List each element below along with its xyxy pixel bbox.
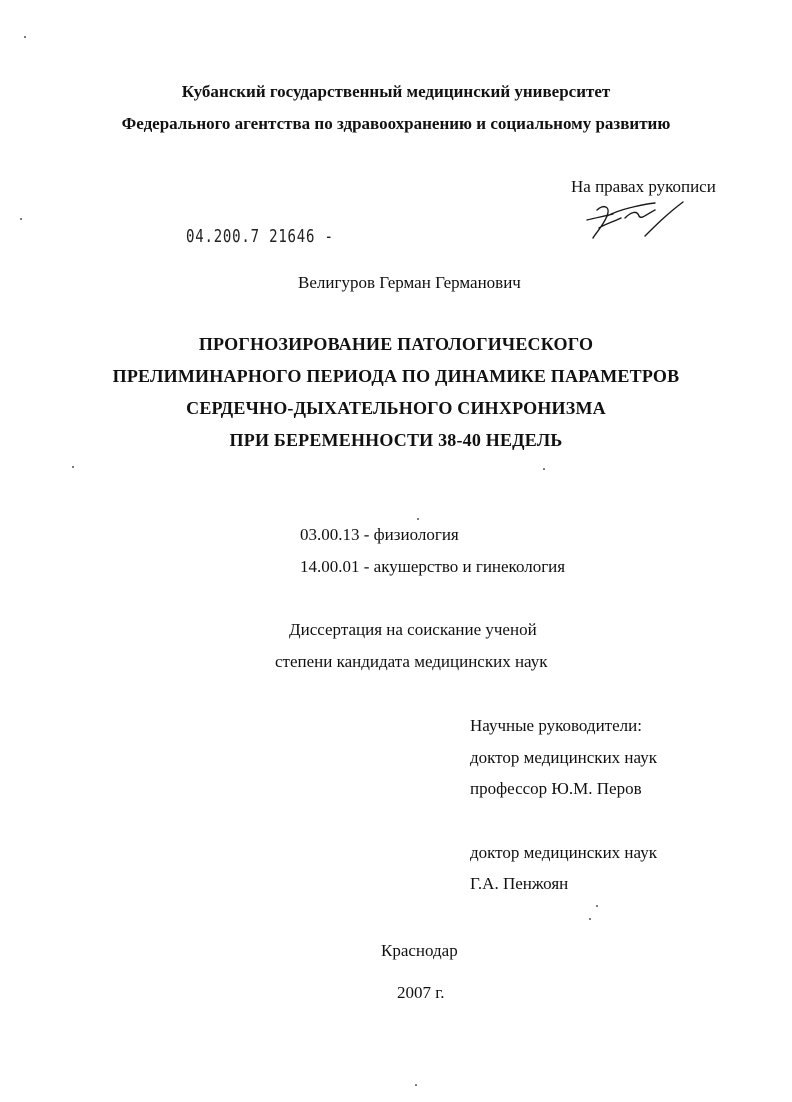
title-line: ПРИ БЕРЕМЕННОСТИ 38-40 НЕДЕЛЬ bbox=[229, 430, 563, 450]
scan-speck bbox=[415, 1084, 417, 1086]
manuscript-note: На правах рукописи bbox=[571, 177, 716, 196]
scan-speck bbox=[596, 905, 598, 907]
scan-speck bbox=[72, 466, 74, 468]
scan-speck bbox=[24, 36, 26, 38]
supervisor-name: профессор Ю.М. Перов bbox=[470, 779, 642, 798]
signature-icon bbox=[585, 198, 695, 248]
specialty-obstetrics: 14.00.01 - акушерство и гинекология bbox=[300, 557, 566, 576]
year: 2007 г. bbox=[397, 983, 445, 1002]
title-line: ПРОГНОЗИРОВАНИЕ ПАТОЛОГИЧЕСКОГО bbox=[198, 334, 594, 354]
supervisor-degree: доктор медицинских наук bbox=[470, 843, 657, 862]
city: Краснодар bbox=[381, 941, 458, 960]
supervisor-name: Г.А. Пенжоян bbox=[470, 874, 569, 893]
title-line: ПРЕЛИМИНАРНОГО ПЕРИОДА ПО ДИНАМИКЕ ПАРАМЕТРОВ bbox=[112, 366, 680, 386]
title-line: СЕРДЕЧНО-ДЫХАТЕЛЬНОГО СИНХРОНИЗМА bbox=[186, 398, 606, 418]
degree-line: степени кандидата медицинских наук bbox=[275, 652, 548, 671]
specialty-physiology: 03.00.13 - физиология bbox=[300, 525, 459, 544]
scan-speck bbox=[589, 918, 591, 920]
university-name: Кубанский государственный медицинский университет bbox=[181, 82, 611, 101]
supervisor-degree: доктор медицинских наук bbox=[470, 748, 657, 767]
scan-speck bbox=[417, 518, 419, 520]
supervisors-heading: Научные руководители: bbox=[470, 716, 642, 735]
scan-speck bbox=[543, 468, 545, 470]
scan-speck bbox=[20, 218, 22, 220]
author-name: Велигуров Герман Германович bbox=[298, 273, 521, 292]
degree-line: Диссертация на соискание ученой bbox=[289, 620, 537, 639]
registration-number: 04.200.7 21646 - bbox=[186, 226, 334, 247]
agency-name: Федерального агентства по здравоохранению и социальному развитию bbox=[121, 114, 671, 133]
